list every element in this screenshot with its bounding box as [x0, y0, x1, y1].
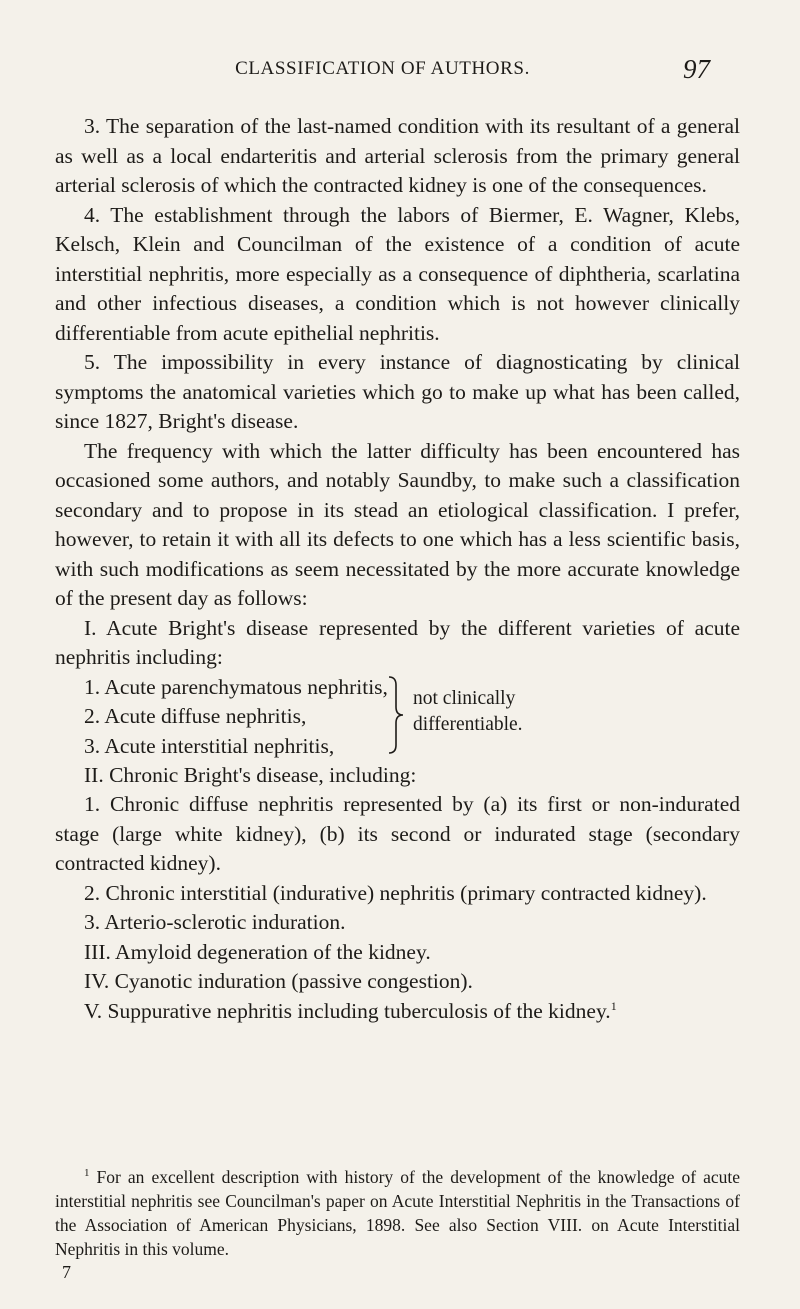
running-head-title: CLASSIFICATION OF AUTHORS.	[235, 58, 530, 79]
brace-note-line: differentiable.	[413, 713, 523, 735]
classification-item-1: I. Acute Bright's disease represented by the different varieties of acute nephritis including:	[55, 615, 740, 669]
footnote	[55, 1165, 740, 1261]
paragraph-3: 3. The separation of the last-named condition with its resultant of a general as well as a local endarteritis and arterial sclerosis from the primary general arterial sclerosis of which the contracted kidney is one of the consequences.	[55, 114, 740, 197]
classification-item-5	[55, 997, 740, 1027]
right-brace-icon	[387, 675, 405, 755]
classification-item-5-text: V. Suppurative nephritis including tuberculosis of the kidney.	[84, 998, 611, 1023]
acute-list-item: 2. Acute diffuse nephritis,	[84, 704, 307, 728]
footnote-reference: 1	[610, 998, 617, 1013]
classification-item-3: III. Amyloid degeneration of the kidney.	[84, 939, 431, 964]
page-number: 97	[683, 54, 710, 84]
brace-note	[413, 686, 523, 738]
footnote-text: For an excellent description with history of the development of the knowledge of acute interstitial nephritis see Councilman's paper on Acute Interstitial Nephritis in the Transactions of the Association of American Physicians, 1898. See also Section VIII. on Acute Interstitial Nephritis in this volume.	[55, 1167, 741, 1259]
footnote-mark: 1	[84, 1167, 90, 1180]
acute-list-item: 1. Acute parenchymatous nephritis,	[84, 674, 388, 699]
paragraph-5: 5. The impossibility in every instance of diagnosticating by clinical symptoms the anatomical varieties which go to make up what has been called, since 1827, Bright's disease.	[55, 350, 740, 433]
chronic-subitem-2: 2. Chronic interstitial (indurative) nephritis (primary contracted kidney).	[84, 880, 707, 905]
body-text	[55, 112, 740, 1026]
classification-item-4: IV. Cyanotic induration (passive congestion).	[84, 969, 473, 993]
paragraph-classification-intro: The frequency with which the latter difficulty has been encountered has occasioned some authors, and notably Saundby, to make such a classification secondary and to propose in its stead an etiological classification. I prefer, however, to retain it with all its defects to one which has a less scientific basis, with such modifications as seem necessitated by the more accurate knowledge of the present day as follows:	[55, 438, 740, 610]
chronic-subitem-3: 3. Arterio-sclerotic induration.	[84, 910, 346, 934]
running-head	[55, 54, 710, 88]
signature-mark: 7	[62, 1262, 71, 1282]
acute-nephritis-list	[55, 673, 740, 761]
acute-list-item: 3. Acute interstitial nephritis,	[84, 733, 335, 758]
chronic-subitem-1: 1. Chronic diffuse nephritis represented by (a) its first or non-indurated stage (large white kidney), (b) its second or indurated stage (secondary contracted kidney).	[55, 792, 740, 875]
classification-item-2: II. Chronic Bright's disease, including:	[84, 762, 417, 787]
paragraph-4: 4. The establishment through the labors of Biermer, E. Wagner, Klebs, Kelsch, Klein and Councilman of the existence of a condition of acute interstitial nephritis, more especially as a consequence of diphtheria, scarlatina and other infectious diseases, a condition which is not however clinically differentiable from acute epithelial nephritis.	[55, 202, 740, 345]
brace-note-line: not clinically	[413, 687, 516, 709]
